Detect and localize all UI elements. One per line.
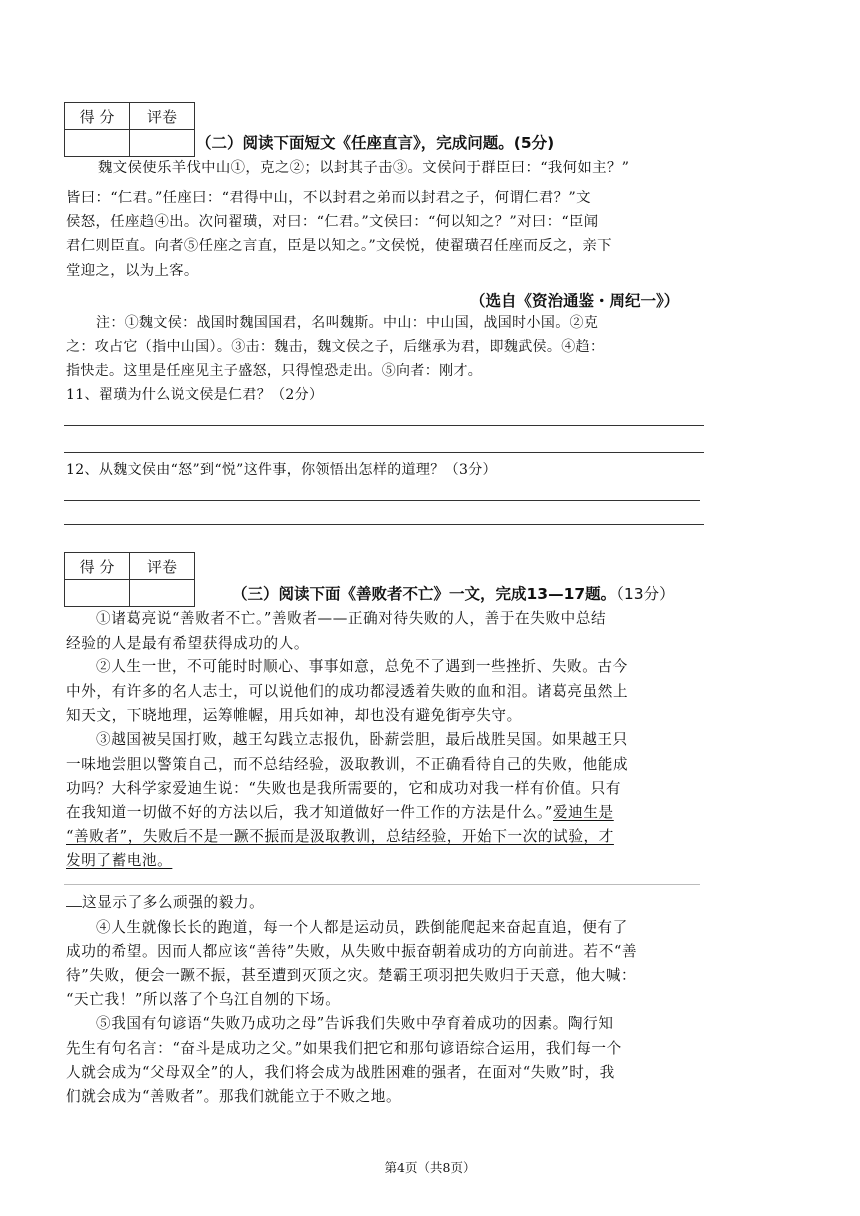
essay-line: ③越国被吴国打败，越王勾践立志报仇，卧薪尝胆，最后战胜吴国。如果越王只 [96, 731, 628, 748]
answer-line-q12[interactable] [64, 524, 704, 525]
answer-line-q11[interactable] [64, 452, 704, 453]
blank-underline [66, 892, 82, 907]
page-break-divider [64, 884, 700, 885]
score-label: 得 分 [65, 553, 130, 580]
essay-line: 经验的人是最有希望获得成功的人。 [66, 635, 310, 652]
essay-line: ①诸葛亮说“善败者不亡。”善败者——正确对待失败的人，善于在失败中总结 [96, 610, 607, 627]
section2-heading: （二）阅读下面短文《任座直言》，完成问题。(5分) [196, 134, 555, 152]
essay-line [66, 802, 702, 825]
essay-line [66, 892, 702, 915]
essay-line: 中外，有许多的名人志士，可以说他们的成功都浸透着失败的血和泪。诸葛亮虽然上 [66, 683, 629, 700]
essay-line: 成功的希望。因而人都应该“善待”失败，从失败中振奋朝着成功的方向前进。若不“善 [66, 943, 638, 960]
essay-line: 待”失败，便会一蹶不振，甚至遭到灭顶之灾。楚霸王项羽把失败归于天意，他大喊： [66, 967, 637, 984]
essay-line: 一味地尝胆以警策自己，而不总结经验，汲取教训，不正确看待自己的失败，他能成 [66, 756, 629, 773]
score-cell[interactable] [65, 130, 130, 157]
essay-line: 先生有句名言：“奋斗是成功之父。”如果我们把它和那句谚语综合运用，我们每一个 [66, 1040, 622, 1057]
question-12: 12、从魏文侯由“怒”到“悦”这件事，你领悟出怎样的道理？（3分） [66, 462, 497, 478]
essay-line: 知天文，下晓地理，运筹帷幄，用兵如神，却也没有避免街亭失守。 [66, 707, 522, 724]
essay-line: “天亡我！”所以落了个乌江自刎的下场。 [66, 991, 341, 1008]
section2-line: 魏文侯使乐羊伐中山①，克之②；以封其子击③。文侯问于群臣曰：“我何如主？” [98, 160, 630, 176]
section2-line: 君仁则臣直。向者⑤任座之言直，臣是以知之。”文侯悦，使翟璜召任座而反之，亲下 [66, 238, 612, 254]
grader-cell[interactable] [130, 130, 195, 157]
essay-line: ⑤我国有句谚语“失败乃成功之母”告诉我们失败中孕育着成功的因素。陶行知 [96, 1015, 614, 1032]
underlined-text: 爱迪生是 [552, 804, 614, 821]
score-box-section2 [64, 102, 195, 157]
essay-text: 在我知道一切做不好的方法以后，我才知道做好一件工作的方法是什么。” [66, 804, 553, 821]
essay-line: ④人生就像长长的跑道，每一个人都是运动员，跌倒能爬起来奋起直追，便有了 [96, 919, 628, 936]
grader-label: 评卷 [130, 553, 195, 580]
section3-heading [232, 582, 675, 604]
essay-line: 功吗？大科学家爱迪生说：“失败也是我所需要的，它和成功对我一样有价值。只有 [66, 780, 622, 797]
score-label: 得 分 [65, 103, 130, 130]
underlined-line: “善败者”，失败后不是一蹶不振而是汲取教训，总结经验，开始下一次的试验，才 [66, 828, 614, 845]
section2-line: 堂迎之，以为上客。 [66, 263, 199, 279]
grader-cell[interactable] [130, 580, 195, 607]
source-citation: （选自《资治通鉴・周纪一》） [470, 292, 680, 310]
essay-line: ②人生一世，不可能时时顺心、事事如意，总免不了遇到一些挫折、失败。古今 [96, 658, 628, 675]
underlined-line: 发明了蓄电池。 [66, 852, 173, 869]
score-box-section3 [64, 552, 195, 607]
question-11: 11、翟璜为什么说文侯是仁君？（2分） [66, 387, 324, 403]
section3-score: （13分） [616, 585, 675, 603]
essay-line: 们就会成为“善败者”。那我们就能立于不败之地。 [66, 1088, 402, 1105]
section3-title: （三）阅读下面《善败者不亡》一文，完成13—17题。 [232, 585, 617, 603]
section2-line: 侯怒，任座趋④出。次问翟璜，对曰：“仁君。”文侯曰：“何以知之？”对曰：“臣闻 [66, 214, 599, 230]
answer-line-q11[interactable] [64, 425, 704, 426]
note-line: 指快走。这里是任座见主子盛怒，只得惶恐走出。⑤向者：刚才。 [66, 363, 483, 379]
page-footer: 第4页（共8页） [384, 1160, 476, 1175]
answer-line-q12[interactable] [64, 500, 700, 501]
essay-text: 这显示了多么顽强的毅力。 [82, 894, 265, 911]
note-line: 注：①魏文侯：战国时魏国国君，名叫魏斯。中山：中山国，战国时小国。②克 [96, 315, 599, 331]
section2-line: 皆曰：“仁君。”任座曰：“君得中山，不以封君之弟而以封君之子，何谓仁君？”文 [66, 190, 591, 206]
note-line: 之：攻占它（指中山国）。③击：魏击，魏文侯之子，后继承为君，即魏武侯。④趋： [66, 339, 605, 355]
grader-label: 评卷 [130, 103, 195, 130]
score-cell[interactable] [65, 580, 130, 607]
essay-line: 人就会成为“父母双全”的人，我们将会成为战胜困难的强者，在面对“失败”时，我 [66, 1064, 615, 1081]
